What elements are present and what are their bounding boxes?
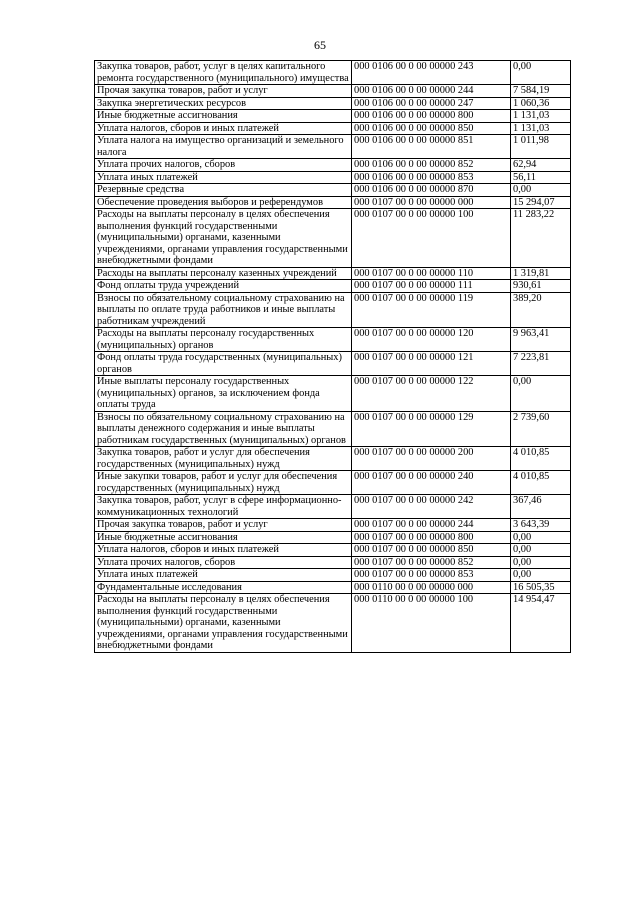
amount-cell: 7 584,19 (511, 85, 571, 98)
expense-name-cell: Резервные средства (95, 184, 352, 197)
expense-name-cell: Закупка товаров, работ и услуг для обеспечения государственных (муниципальных) нужд (95, 447, 352, 471)
budget-code-cell: 000 0107 00 0 00 00000 121 (352, 352, 511, 376)
budget-code-cell: 000 0106 00 0 00 00000 244 (352, 85, 511, 98)
budget-code-cell: 000 0106 00 0 00 00000 870 (352, 184, 511, 197)
amount-cell: 0,00 (511, 544, 571, 557)
table-row (95, 544, 571, 557)
budget-code-cell: 000 0107 00 0 00 00000 000 (352, 196, 511, 209)
table-row (95, 97, 571, 110)
table-row (95, 519, 571, 532)
expense-name-cell: Уплата иных платежей (95, 171, 352, 184)
expense-name-cell: Иные бюджетные ассигнования (95, 110, 352, 123)
table-row (95, 531, 571, 544)
amount-cell: 0,00 (511, 376, 571, 412)
expense-name-cell: Фонд оплаты труда государственных (муниципальных) органов (95, 352, 352, 376)
table-row (95, 280, 571, 293)
expense-name-cell: Фундаментальные исследования (95, 581, 352, 594)
table-row (95, 328, 571, 352)
amount-cell: 367,46 (511, 495, 571, 519)
amount-cell: 0,00 (511, 556, 571, 569)
table-row (95, 594, 571, 653)
amount-cell: 3 643,39 (511, 519, 571, 532)
expense-name-cell: Расходы на выплаты персоналу казенных учреждений (95, 267, 352, 280)
expense-name-cell: Уплата налогов, сборов и иных платежей (95, 544, 352, 557)
expense-name-cell: Расходы на выплаты персоналу в целях обеспечения выполнения функций государственными (муниципальными) органами, казенными учреждениями, органами управления государственными внебюджетными фондами (95, 594, 352, 653)
budget-code-cell: 000 0107 00 0 00 00000 852 (352, 556, 511, 569)
expense-name-cell: Фонд оплаты труда учреждений (95, 280, 352, 293)
page-number: 65 (314, 38, 326, 52)
table-row (95, 135, 571, 159)
expense-name-cell: Уплата налогов, сборов и иных платежей (95, 122, 352, 135)
budget-code-cell: 000 0107 00 0 00 00000 244 (352, 519, 511, 532)
budget-code-cell: 000 0106 00 0 00 00000 851 (352, 135, 511, 159)
amount-cell: 2 739,60 (511, 411, 571, 447)
amount-cell: 1 060,36 (511, 97, 571, 110)
budget-code-cell: 000 0107 00 0 00 00000 120 (352, 328, 511, 352)
budget-code-cell: 000 0106 00 0 00 00000 243 (352, 61, 511, 85)
expense-name-cell: Прочая закупка товаров, работ и услуг (95, 85, 352, 98)
expense-name-cell: Расходы на выплаты персоналу в целях обеспечения выполнения функций государственными (муниципальными) органами, казенными учреждениями, органами управления государственными внебюджетными фондами (95, 209, 352, 268)
budget-code-cell: 000 0107 00 0 00 00000 850 (352, 544, 511, 557)
budget-code-cell: 000 0107 00 0 00 00000 111 (352, 280, 511, 293)
expense-name-cell: Прочая закупка товаров, работ и услуг (95, 519, 352, 532)
amount-cell: 0,00 (511, 531, 571, 544)
budget-code-cell: 000 0107 00 0 00 00000 242 (352, 495, 511, 519)
table-row (95, 352, 571, 376)
amount-cell: 1 131,03 (511, 110, 571, 123)
table-row (95, 471, 571, 495)
amount-cell: 0,00 (511, 569, 571, 582)
table-row (95, 267, 571, 280)
amount-cell: 14 954,47 (511, 594, 571, 653)
amount-cell: 930,61 (511, 280, 571, 293)
amount-cell: 0,00 (511, 61, 571, 85)
amount-cell: 9 963,41 (511, 328, 571, 352)
expense-name-cell: Взносы по обязательному социальному страхованию на выплаты по оплате труда работников и иные выплаты работникам учреждений (95, 292, 352, 328)
table-row (95, 171, 571, 184)
expense-name-cell: Иные бюджетные ассигнования (95, 531, 352, 544)
table-row (95, 556, 571, 569)
budget-code-cell: 000 0107 00 0 00 00000 119 (352, 292, 511, 328)
amount-cell: 11 283,22 (511, 209, 571, 268)
expense-name-cell: Уплата иных платежей (95, 569, 352, 582)
budget-table (94, 60, 571, 653)
budget-code-cell: 000 0106 00 0 00 00000 853 (352, 171, 511, 184)
amount-cell: 0,00 (511, 184, 571, 197)
budget-code-cell: 000 0106 00 0 00 00000 852 (352, 159, 511, 172)
expense-name-cell: Иные закупки товаров, работ и услуг для обеспечения государственных (муниципальных) нужд (95, 471, 352, 495)
budget-code-cell: 000 0106 00 0 00 00000 850 (352, 122, 511, 135)
budget-code-cell: 000 0110 00 0 00 00000 100 (352, 594, 511, 653)
budget-code-cell: 000 0107 00 0 00 00000 800 (352, 531, 511, 544)
expense-name-cell: Закупка товаров, работ, услуг в целях капитального ремонта государственного (муниципального) имущества (95, 61, 352, 85)
table-row (95, 376, 571, 412)
budget-code-cell: 000 0107 00 0 00 00000 110 (352, 267, 511, 280)
table-row (95, 122, 571, 135)
budget-code-cell: 000 0107 00 0 00 00000 122 (352, 376, 511, 412)
table-row (95, 61, 571, 85)
amount-cell: 15 294,07 (511, 196, 571, 209)
amount-cell: 62,94 (511, 159, 571, 172)
budget-code-cell: 000 0107 00 0 00 00000 200 (352, 447, 511, 471)
expense-name-cell: Расходы на выплаты персоналу государственных (муниципальных) органов (95, 328, 352, 352)
amount-cell: 7 223,81 (511, 352, 571, 376)
budget-code-cell: 000 0110 00 0 00 00000 000 (352, 581, 511, 594)
amount-cell: 4 010,85 (511, 471, 571, 495)
amount-cell: 389,20 (511, 292, 571, 328)
budget-code-cell: 000 0106 00 0 00 00000 800 (352, 110, 511, 123)
budget-code-cell: 000 0107 00 0 00 00000 853 (352, 569, 511, 582)
amount-cell: 56,11 (511, 171, 571, 184)
table-row (95, 184, 571, 197)
expense-name-cell: Закупка энергетических ресурсов (95, 97, 352, 110)
budget-code-cell: 000 0107 00 0 00 00000 240 (352, 471, 511, 495)
table-row (95, 209, 571, 268)
expense-name-cell: Уплата прочих налогов, сборов (95, 556, 352, 569)
amount-cell: 1 011,98 (511, 135, 571, 159)
expense-name-cell: Уплата прочих налогов, сборов (95, 159, 352, 172)
expense-name-cell: Уплата налога на имущество организаций и земельного налога (95, 135, 352, 159)
table-row (95, 495, 571, 519)
amount-cell: 4 010,85 (511, 447, 571, 471)
table-row (95, 411, 571, 447)
table-row (95, 85, 571, 98)
table-row (95, 569, 571, 582)
table-row (95, 447, 571, 471)
table-row (95, 581, 571, 594)
amount-cell: 1 319,81 (511, 267, 571, 280)
amount-cell: 16 505,35 (511, 581, 571, 594)
table-row (95, 196, 571, 209)
amount-cell: 1 131,03 (511, 122, 571, 135)
expense-name-cell: Взносы по обязательному социальному страхованию на выплаты денежного содержания и иные выплаты работникам государственных (муниципальных) органов (95, 411, 352, 447)
budget-code-cell: 000 0106 00 0 00 00000 247 (352, 97, 511, 110)
expense-name-cell: Закупка товаров, работ, услуг в сфере информационно-коммуникационных технологий (95, 495, 352, 519)
expense-name-cell: Обеспечение проведения выборов и референдумов (95, 196, 352, 209)
expense-name-cell: Иные выплаты персоналу государственных (муниципальных) органов, за исключением фонда оплаты труда (95, 376, 352, 412)
budget-code-cell: 000 0107 00 0 00 00000 100 (352, 209, 511, 268)
table-row (95, 292, 571, 328)
table-row (95, 110, 571, 123)
budget-table-body (95, 61, 571, 653)
table-row (95, 159, 571, 172)
budget-code-cell: 000 0107 00 0 00 00000 129 (352, 411, 511, 447)
